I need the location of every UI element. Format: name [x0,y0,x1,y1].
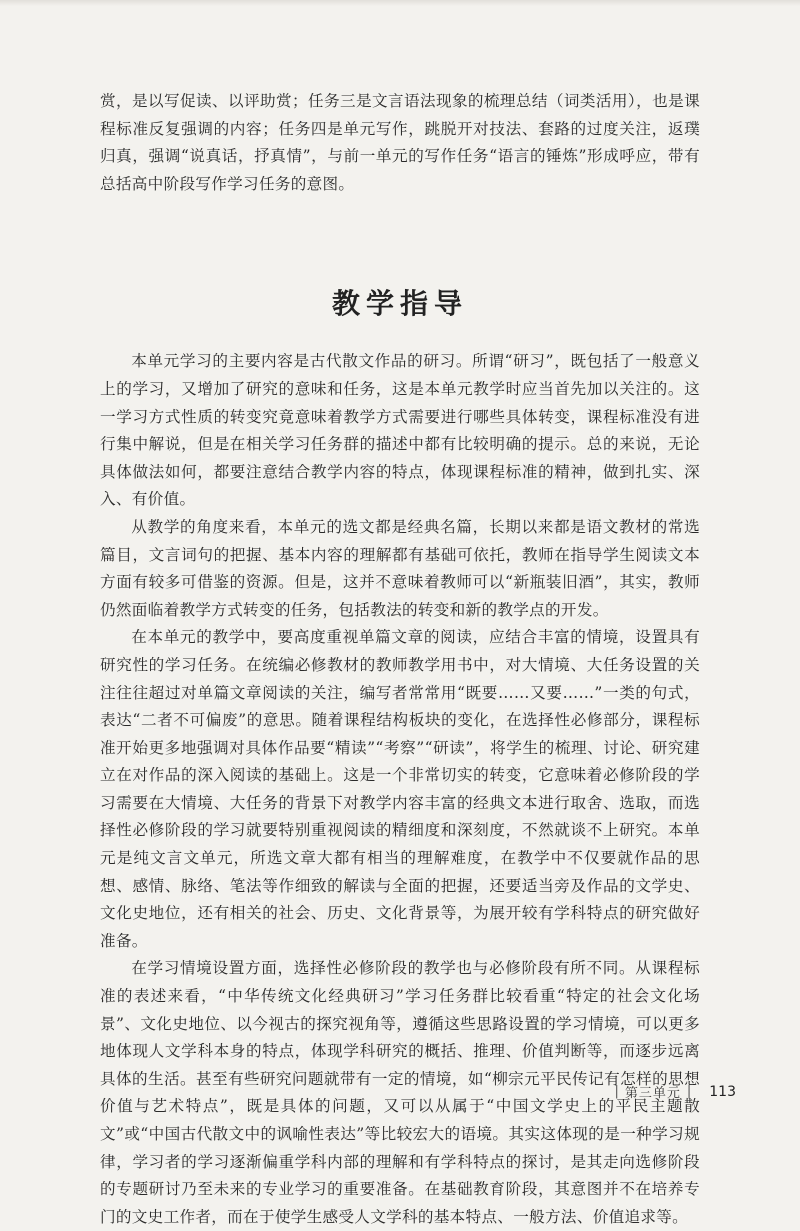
footer-separator-right: | [686,1084,692,1099]
body-paragraph-2: 从教学的角度来看，本单元的选文都是经典名篇，长期以来都是语文教材的常选篇目，文言词句的把握、基本内容的理解都有基础可依托，教师在指导学生阅读文本方面有较多可借鉴的资源。但是，这并不意味着教师可以“新瓶装旧酒”，其实，教师仍然面临着教学方式转变的任务，包括教法的转变和新的教学点的开发。 [100,517,700,619]
page-top-edge [0,0,800,6]
section-title: 教学指导 [331,287,468,321]
body-paragraph-1: 本单元学习的主要内容是古代散文作品的研习。所谓“研习”，既包括了一般意义上的学习，又增加了研究的意味和任务，这是本单元教学时应当首先加以关注的。这一学习方式性质的转变究竟意味着教学方式需要进行哪些具体转变，课程标准没有进行集中解说，但是在相关学习任务群的描述中都有比较明确的提示。总的来说，无论具体做法如何，都要注意结合教学内容的特点，体现课程标准的精神，做到扎实、深入、有价值。 [100,352,700,509]
body-paragraph-4: 在学习情境设置方面，选择性必修阶段的教学也与必修阶段有所不同。从课程标准的表述来看，“中华传统文化经典研习”学习任务群比较看重“特定的社会文化场景”、文化史地位、以今视古的探究视角等，遵循这些思路设置的学习情境，可以更多地体现人文学科本身的特点，体现学科研究的概括、推理、价值判断等，而逐步远离具体的生活。甚至有些研究问题就带有一定的情境，如“柳宗元平民传记有怎样的思想价值与艺术特点”，既是具体的问题，又可以从属于“中国文学史上的平民主题散文”或“中国古代散文中的讽喻性表达”等比较宏大的语境。其实这体现的是一种学习规律，学习者的学习逐渐偏重学科内部的理解和有学科特点的探讨，是其走向选修阶段的专题研讨乃至未来的专业学习的重要准备。在基础教育阶段，其意图并不在培养专门的文史工作者，而在于使学生感受人文学科的基本特点、一般方法、价值追求等。 [100,959,700,1226]
footer-separator-left: | [614,1084,619,1099]
body-paragraph-3: 在本单元的教学中，要高度重视单篇文章的阅读，应结合丰富的情境，设置具有研究性的学习任务。在统编必修教材的教师教学用书中，对大情境、大任务设置的关注往往超过对单篇文章阅读的关注，编写者常常用“既要……又要……”一类的句式，表达“二者不可偏废”的意思。随着课程结构板块的变化，在选择性必修部分，课程标准开始更多地强调对具体作品要“精读”“考察”“研读”，将学生的梳理、讨论、研究建立在对作品的深入阅读的基础上。这是一个非常切实的转变，它意味着必修阶段的学习需要在大情境、大任务的背景下对教学内容丰富的经典文本进行取舍、选取，而选择性必修阶段的学习就要特别重视阅读的精细度和深刻度，不然就谈不上研究。本单元是纯文言文单元，所选文章大都有相当的理解难度，在教学中不仅要就作品的思想、感情、脉络、笔法等作细致的解读与全面的把握，还要适当旁及作品的文学史、文化史地位，还有相关的社会、历史、文化背景等，为展开较有学科特点的研究做好准备。 [100,628,700,950]
page-footer [614,1082,736,1101]
page-content [100,88,700,1231]
footer-unit-label: 第三单元 [624,1086,681,1101]
intro-paragraph: 赏，是以写促读、以评助赏；任务三是文言语法现象的梳理总结（词类活用），也是课程标准反复强调的内容；任务四是单元写作，跳脱开对技法、套路的过度关注，返璞归真，强调“说真话，抒真情”，与前一单元的写作任务“语言的锤炼”形成呼应，带有总括高中阶段写作学习任务的意图。 [100,92,700,193]
page-number: 113 [709,1083,736,1100]
